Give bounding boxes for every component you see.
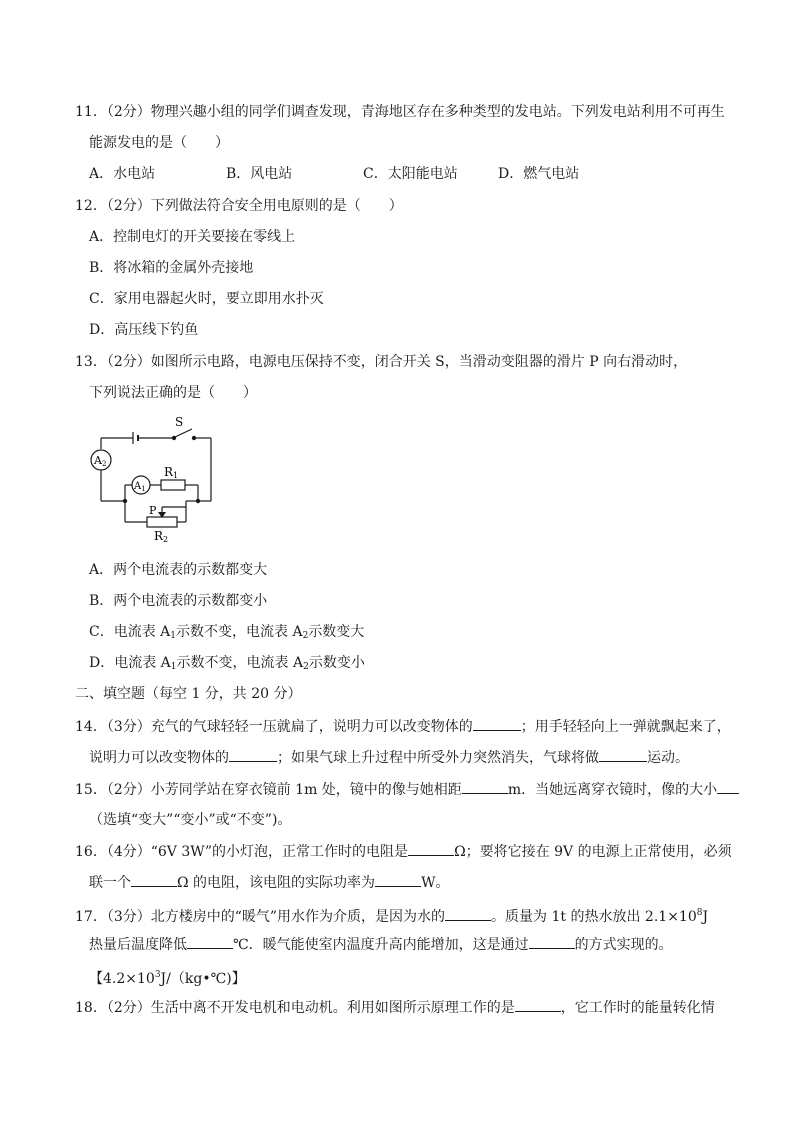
q12-option-d: D．高压线下钓鱼 [89,322,199,338]
r1-label: R1 [164,465,179,480]
answer-blank[interactable] [717,779,739,794]
ammeter-a2-label: A2 [94,454,107,468]
answer-blank[interactable] [445,906,491,921]
q16-line1: 16．（4分）“6V 3W”的小灯泡，正常工作时的电阻是 Ω；要将它接在 9V 的电源上正常使用，必须 [75,841,732,862]
q13-option-d: D．电流表 $A_1$示数不变，电流表 $A_2$示数变小 [89,655,365,672]
answer-blank[interactable] [599,747,647,762]
q11-option-b: B．风电站 [226,166,293,182]
circuit-diagram [88,414,228,544]
q12-stem: 12．（2分）下列做法符合安全用电原则的是（ ） [75,198,403,214]
q14-line1: 14．（3分）充气的气球轻轻一压就扁了，说明力可以改变物体的 ；用手轻轻向上一弹就飘起来了， [75,716,731,737]
q11-option-a: A．水电站 [89,166,156,182]
q12-option-b: B．将冰箱的金属外壳接地 [89,260,254,276]
answer-blank[interactable] [229,747,277,762]
q13-stem-line2: 下列说法正确的是（ ） [89,385,257,401]
q16-line2: 联一个 Ω 的电阻，该电阻的实际功率为 W。 [89,872,449,893]
q13-stem-line1: 13．（2分）如图所示电路，电源电压保持不变，闭合开关 S，当滑动变阻器的滑片 P 向右滑动时， [75,354,688,370]
q17-line3: 【$4.2\times 10^3J/(kg•℃)$】 [89,970,246,987]
q12-option-c: C．家用电器起火时，要立即用水扑灭 [89,291,324,307]
q15-line1: 15．（2分）小芳同学站在穿衣镜前 1m 处，镜中的像与她相距 m．当她远离穿衣镜时，像的大小 [75,779,739,800]
ammeter-a1-label: $A_1$ [134,481,146,493]
answer-blank[interactable] [131,872,177,887]
answer-blank[interactable] [375,872,421,887]
answer-blank[interactable] [473,716,521,731]
answer-blank[interactable] [515,997,561,1012]
q11-option-d: D．燃气电站 [498,166,580,182]
q11-option-c: C．太阳能电站 [363,166,458,182]
q17-line2: 热量后温度降低 ℃．暖气能使室内温度升高内能增加，这是通过 的方式实现的。 [89,934,673,955]
q12-option-a: A．控制电灯的开关要接在零线上 [89,229,296,245]
q17-line1: 17．（3分）北方楼房中的“暖气”用水作为介质，是因为水的 。质量为 1t 的热水放出 $2.1\times 10^8J$ [75,908,709,925]
q11-stem-line2: 能源发电的是（ ） [89,135,229,151]
q11-stem-line1: 11．（2分）物理兴趣小组的同学们调查发现，青海地区存在多种类型的发电站。下列发电站利用不可再生 [75,104,725,120]
answer-blank[interactable] [187,934,233,949]
q13-option-a: A．两个电流表的示数都变大 [89,562,268,578]
answer-blank[interactable] [462,779,508,794]
q18-line1: 18．（2分）生活中离不开发电机和电动机。利用如图所示原理工作的是 ，它工作时的能量转化情 [75,997,715,1018]
answer-blank[interactable] [529,934,575,949]
q14-line2: 说明力可以改变物体的 ；如果气球上升过程中所受外力突然消失，气球将做 运动。 [89,747,689,768]
q13-option-b: B．两个电流表的示数都变小 [89,593,268,609]
r2-label: R2 [154,529,169,544]
slider-p-label: P [149,504,157,517]
q15-line2: （选填“变大”“变小”或“不变”)。 [89,812,292,828]
answer-blank[interactable] [408,841,454,856]
q13-option-c: C．电流表 $A_1$示数不变，电流表 $A_2$示数变大 [89,624,365,641]
section-heading: 二、填空题（每空 1 分，共 20 分） [75,686,302,702]
switch-label: S [175,415,184,429]
